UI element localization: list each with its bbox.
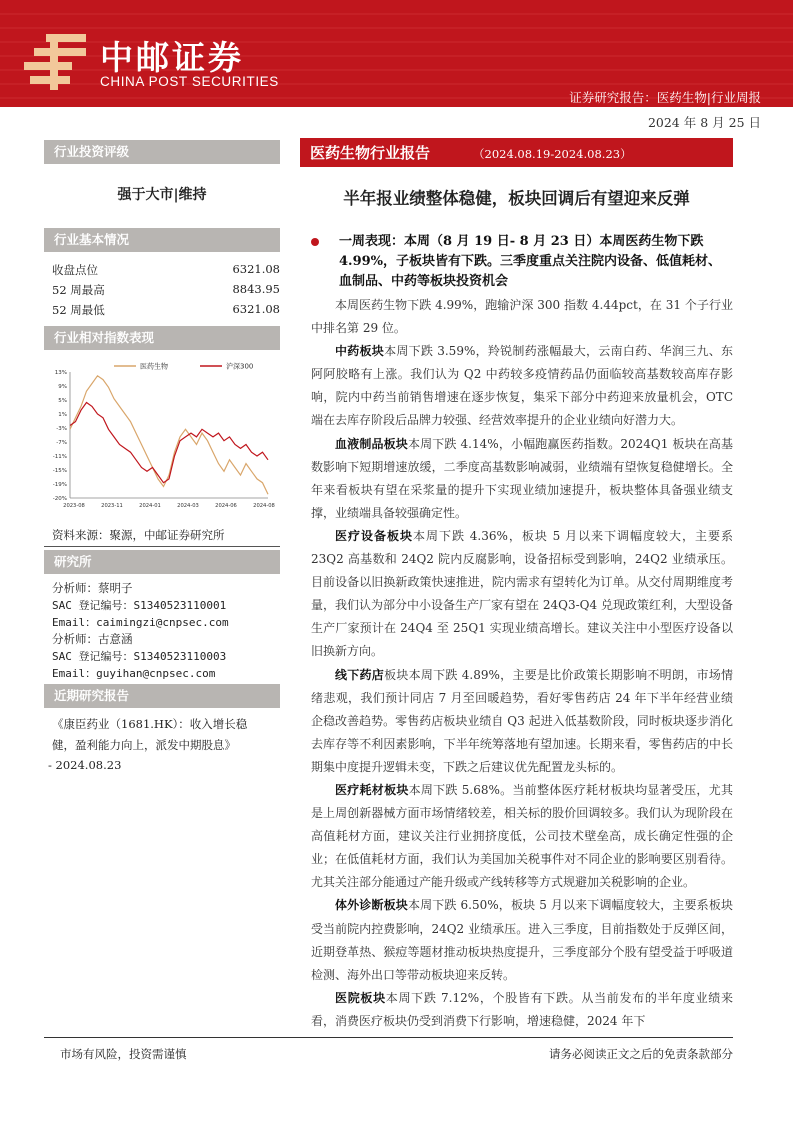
- body-paragraph: [311, 894, 733, 986]
- paragraph-text: 本周下跌 3.59%，羚锐制药涨幅最大，云南白药、华润三九、东阿阿胶略有上涨。我们认为 Q2 中药较多疫情药品仍面临较高基数较高库存影响，院内中药当前销售增速在逐步恢复，集采下部分中药迎来放量机会，OTC 端在去库存阶段后品牌力较强、经营效率提升的企业业绩向好潜力大。: [311, 344, 733, 428]
- y-tick-label: 9%: [58, 384, 67, 390]
- y-tick-label: -20%: [52, 496, 67, 502]
- research-header: 研究所: [44, 550, 280, 574]
- brand-name-cn: 中邮证券: [100, 38, 244, 77]
- y-tick-label: -15%: [52, 468, 67, 474]
- y-tick-label: -7%: [56, 440, 67, 446]
- bullet-icon: [311, 238, 319, 246]
- paragraph-text: 板块本周下跌 4.89%，主要是比价政策长期影响不明朗，市场情绪悲观，我们预计同店 7 月至回暖趋势，看好零售药店 24 年下半年经营业绩企稳改善趋势。零售药店板块业绩自 Q3 起进入低基数阶段，同时板块逐步消化去库存等不利因素影响，下半年统筹落地有望加速。长期来看，零售药店的中长期集中度提升逻辑未变，下跌之后建议优先配置龙头标的。: [311, 667, 733, 774]
- x-tick-label: 2023-11: [101, 503, 123, 509]
- analyst-1-name: 分析师：蔡明子: [52, 581, 133, 595]
- footer-risk-note: 市场有风险，投资需谨慎: [60, 1047, 187, 1061]
- basic-row-52w-low: 52 周最低 6321.08: [52, 302, 280, 317]
- china-post-logo-icon: [24, 34, 92, 90]
- relative-performance-header: 行业相对指数表现: [44, 326, 280, 350]
- y-tick-label: 5%: [58, 398, 67, 404]
- x-tick-label: 2024-06: [215, 503, 237, 509]
- sector-name: 体外诊断板块: [335, 898, 408, 913]
- report-date: 2024 年 8 月 25 日: [647, 115, 761, 130]
- series-line-1: [70, 403, 268, 483]
- legend-label: 医药生物: [140, 362, 168, 371]
- y-tick-label: -3%: [56, 426, 67, 432]
- lead-summary: 一周表现：本周（8 月 19 日- 8 月 23 日）本周医药生物下跌 4.99%，子板块皆有下跌。三季度重点关注院内设备、低值耗材、血制品、中药等板块投资机会: [311, 232, 733, 292]
- rating-header: 行业投资评级: [44, 140, 280, 164]
- recent-reports-header: 近期研究报告: [44, 684, 280, 708]
- recent-report-date: - 2024.08.23: [48, 758, 122, 772]
- analyst-1-email[interactable]: Email：caimingzi@cnpsec.com: [52, 616, 229, 629]
- sector-name: 医疗耗材板块: [335, 782, 409, 797]
- recent-report-line-1[interactable]: 《康臣药业（1681.HK）：收入增长稳: [52, 717, 248, 731]
- paragraph-text: 本周下跌 4.14%，小幅跑赢医药指数。2024Q1 板块在高基数影响下短期增速放缓，二季度高基数影响减弱，业绩端有望恢复稳健增长。全年来看板块有望在采浆量的提升下实现业绩加速提升，板块整体具备强业绩支撑，业绩端具备较强确定性。: [311, 436, 733, 520]
- main-content: [311, 232, 733, 1033]
- body-paragraph: [311, 525, 733, 664]
- industry-rating: 强于大市|维持: [117, 187, 207, 203]
- divider: [44, 546, 280, 547]
- x-tick-label: 2024-01: [139, 503, 161, 509]
- x-tick-label: 2024-03: [177, 503, 199, 509]
- report-title-bar: [300, 138, 733, 167]
- report-date-range: （2024.08.19-2024.08.23）: [473, 147, 632, 161]
- footer-divider: [44, 1037, 733, 1038]
- sector-name: 血液制品板块: [335, 436, 408, 451]
- body-paragraph: [311, 340, 733, 432]
- body-paragraph: [311, 664, 733, 779]
- report-category: 证券研究报告：医药生物|行业周报: [569, 90, 761, 105]
- body-paragraph: [311, 987, 733, 1033]
- chart-source: 资料来源：聚源，中邮证券研究所: [52, 528, 225, 542]
- paragraph-text: 本周下跌 5.68%。当前整体医疗耗材板块均显著受压，尤其是上周创新器械方面市场情绪较差，相关标的股价回调较多。我们认为现阶段在高值耗材方面，建议关注行业拥挤度低，公司技术壁垒高，成长确定性强的企业；在低值耗材方面，我们认为美国加关税事件对不同企业的影响要区别看待。尤其关注部分能通过产能升级或产线转移等方式规避加关税影响的企业。: [311, 782, 733, 890]
- y-tick-label: 13%: [54, 370, 67, 376]
- legend-label: 沪深300: [226, 362, 254, 371]
- footer-disclaimer-note: 请务必阅读正文之后的免责条款部分: [549, 1047, 733, 1061]
- sector-name: 医疗设备板块: [335, 528, 413, 543]
- y-tick-label: 1%: [58, 412, 67, 418]
- y-tick-label: -11%: [52, 454, 67, 460]
- basic-row-close: 收盘点位 6321.08: [52, 262, 280, 277]
- body-paragraph: [311, 433, 733, 525]
- brand-name-en: CHINA POST SECURITIES: [100, 74, 279, 89]
- report-title: 医药生物行业报告: [310, 144, 431, 162]
- basic-row-52w-high: 52 周最高 8843.95: [52, 282, 280, 297]
- x-tick-label: 2023-08: [63, 503, 85, 509]
- body-paragraph: [311, 779, 733, 894]
- headline: 半年报业绩整体稳健，板块回调后有望迎来反弹: [343, 189, 690, 208]
- sector-name: 医院板块: [335, 990, 386, 1005]
- relative-index-chart: [44, 358, 280, 516]
- body-paragraph: [311, 294, 733, 340]
- analyst-2-sac: SAC 登记编号：S1340523110003: [52, 650, 227, 663]
- paragraph-text: 本周下跌 7.12%，个股皆有下跌。从当前发布的半年度业绩来看，消费医疗板块仍受到消费下行影响，增速稳健，2024 年下: [311, 990, 733, 1028]
- basic-info-header: 行业基本情况: [44, 228, 280, 252]
- report-header: [0, 0, 793, 107]
- y-tick-label: -19%: [52, 482, 67, 488]
- recent-report-line-2[interactable]: 健，盈利能力向上，派发中期股息》: [52, 738, 236, 752]
- sector-name: 中药板块: [335, 344, 385, 359]
- paragraph-text: 本周医药生物下跌 4.99%，跑输沪深 300 指数 4.44pct，在 31 个子行业中排名第 29 位。: [311, 298, 733, 336]
- analyst-1-sac: SAC 登记编号：S1340523110001: [52, 599, 227, 612]
- analyst-2-name: 分析师：古意涵: [52, 632, 133, 646]
- sector-name: 线下药店: [335, 667, 385, 682]
- analyst-2-email[interactable]: Email：guyihan@cnpsec.com: [52, 667, 216, 680]
- paragraph-text: 本周下跌 4.36%，板块 5 月以来下调幅度较大，主要系 23Q2 高基数和 24Q2 院内反腐影响，设备招标受到影响，24Q2 业绩承压。目前设备以旧换新政策快速推进，院内需求有望转化为订单。从交付周期维度考量，我们认为部分中小设备生产厂家有望在 24Q3-Q4 兑现政策红利，大型设备生产厂家预计在 24Q4 至 25Q1 实现业绩高增长。建议关注中小型医疗设备以旧换新方向。: [311, 528, 733, 659]
- paragraph-text: 本周下跌 6.50%，板块 5 月以来下调幅度较大，主要系板块受当前院内控费影响，24Q2 业绩承压。进入三季度，目前指数处于反弹区间，近期登革热、猴痘等题材推动板块热度提升，三季度部分个股有望受益于呼吸道检测、海外出口等带动板块迎来反转。: [311, 898, 733, 982]
- x-tick-label: 2024-08: [253, 503, 275, 509]
